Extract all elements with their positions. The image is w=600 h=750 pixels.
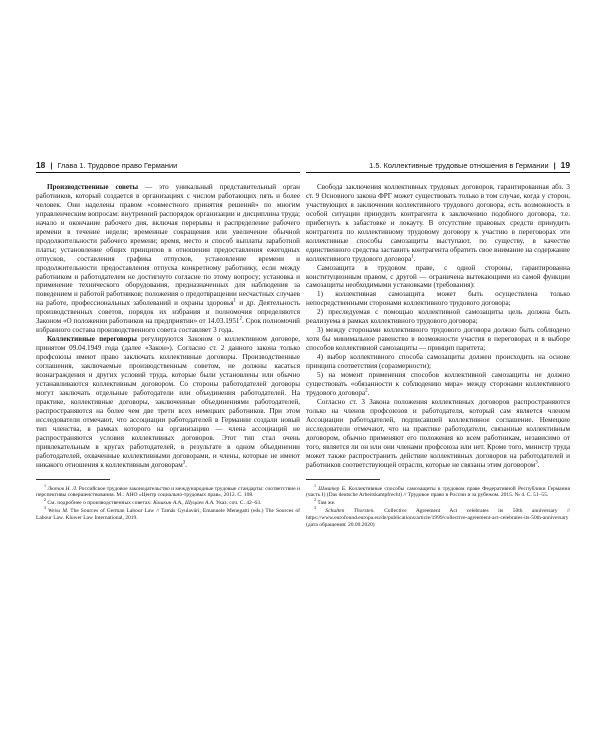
list-item: 3) между сторонами коллективного трудового договора должно быть соблюдено хотя бы минимальное равенство в возможности участия в переговорах и в выборе способов коллективной самозащиты — принцип паритета;	[306, 326, 570, 353]
footnote: $^3$ Weiss M. The Sources of German Labour Law // Tamás Gyulavári, Emanuele Menegatti (eds.) The Sources of Labour Law. Kluwer Law International, 2019.	[36, 505, 300, 522]
footnote-ref: 1	[233, 299, 237, 305]
left-page-number: 18	[36, 160, 46, 170]
right-running-header	[306, 158, 570, 173]
footnote: $^3$ Schulten Thorsten. Collective Agreement Act celebrates its 50th anniversary // https://www.eurofound.europa.eu/de/publications/article/1999/collective-agreement-act-celebrates-its-50th-anniversary (дата обращения: 20.09.2020)	[306, 505, 571, 528]
footnote-ref: 3	[535, 460, 538, 466]
footnote-ref: 2	[365, 388, 368, 394]
right-footnotes	[306, 482, 571, 529]
list-item: 5) на момент применения способов коллективной самозащиты не должно существовать «обязанности к соблюдению мира» между сторонами коллективного трудового договора$^2$.	[306, 371, 570, 397]
right-body-text	[306, 183, 570, 470]
footnote-divider	[36, 479, 110, 480]
list-item: 2) преследуемая с помощью коллективной самозащиты цель должна быть реализуема в рамках коллективного трудового договора;	[306, 308, 570, 326]
list-item: 4) выбор коллективного способа самозащиты должен происходить на основе принципа соответствия (соразмерности);	[306, 353, 570, 371]
footnote: $^1$ Шмитер Б. Коллективные способы самозащиты в трудовом праве Федеративной Республики Германия (часть I) (Das deutsche Arbeitskampfrecht) // Трудовое право в России и за рубежом. 2015. № 4. С. 51–55.	[306, 482, 570, 499]
list-item: 1) коллективная самозащита может быть осуществлена только непосредственными сторонами коллективного трудового договора;	[306, 290, 570, 308]
left-header-title: Глава 1. Трудовое право Германии	[57, 160, 178, 170]
header-separator: |	[50, 160, 53, 170]
footnote-divider	[306, 479, 380, 480]
paragraph: Свобода заключения коллективных трудовых договоров, гарантированная абз. 3 ст. 9 Основного закона ФРГ может существовать только в том случае, когда у сторон, участвующих в заключении коллективного трудового договора, есть возможность в особой ситуации принудить контрагента к заключению подобного договора, т.е. прибегнуть к забастовке и локауту. В отсутствие правовых средств принудить контрагента по коллективному трудовому договору к участию в переговорах эти коллективные способы самозащиты выступают, по существу, в качестве единственного средства заставить контрагента обратить свое внимание на содержание коллективного трудового договора$^1$.	[306, 183, 570, 263]
left-body-text	[36, 183, 300, 470]
paragraph-works-councils: Производственные советы — это уникальный представительный орган работников, который создается в организациях с числом работающих пять и более человек. Они наделены правом «совместного принятия решений» по многим управленческим вопросам: внутренний распорядок организации и дисциплина труда; начало и окончание рабочего дня, включая перерывы и распределение рабочего времени в течение недели; временные сокращения или увеличение обычной продолжительности рабочего времени; время, место и способ выплаты заработной платы; установление общих принципов в отношении предоставления ежегодных отпусков, составления графика отпусков, установление времени и продолжительности предоставления отпуска конкретному работнику, если между работником и работодателем не достигнуто согласие по этому вопросу; установка и применение технического оборудования, предназначенных для наблюдения за поведением и работой работников; положения о предотвращении несчастных случаев на работе, профессиональных заболеваний и охраны здоровья$^1$ и др. Деятельность производственных советов, порядок их избрания и полномочия определяются Законом «О положении работников на предприятии» от 14.03.1951$^2$. Срок полномочий избранного состава производственного совета составляет 3 года.	[36, 183, 300, 335]
right-header-title: 1.5. Коллективные трудовые отношения в Германии	[369, 160, 549, 170]
paragraph-collective-bargaining: Коллективные переговоры регулируются Законом о коллективном договоре, принятом 09.04.1949 года (далее «Закон»). Согласно ст. 2 данного закона только профсоюзы имеют право заключать коллективные договоры. Производственные соглашения, заключаемые производственным советом, не должны касаться вознаграждения и других условий труда, которые были установлены или обычно устанавливаются коллективным договором. Со стороны работодателей договоры могут заключать отдельные работодатели или объединения работодателей. На практике, коллективные договоры, заключенные объединениями работодателей, распространяются на более чем две трети всех немецких работников. При этом исследователи отмечают, что ассоциации работодателей в Германии создали новый тип членства, в рамках которого на организацию — члена ассоциаций не распространяются условия коллективных договоров. Этот тип стал очень привлекательным в кругах работодателей, в результате в одном объединении работодателей, охваченные коллективными договорами, и члены, которые не имеют никакого отношения к коллективным договорам$^3$.	[36, 335, 301, 469]
left-page	[36, 158, 300, 523]
footnote: $^2$ Там же.	[314, 497, 336, 507]
right-page-number: 19	[560, 160, 570, 170]
paragraph: Самозащита в трудовом праве, с одной стороны, гарантированна конституционным правом, с другой — ограничена вытекающими из самой функции самозащиты необходимыми установками (требования):	[306, 263, 570, 290]
footnote: $^2$ См. подробнее о производственных советах: Кошкин А.А., Шуцаев А.А. Указ. соч. С. 42–63.	[44, 497, 262, 507]
footnote-ref: 1	[411, 254, 414, 260]
footnote: $^1$ Лютов Н. Л. Российское трудовое законодательство и международные трудовые стандарты: соответствие и перспективы совершенствования. М.: АНО «Центр социально-трудовых прав», 2012. С. 108.	[36, 482, 300, 499]
footnote-ref: 2	[239, 316, 242, 322]
term-works-councils: Производственные советы	[47, 183, 139, 191]
left-footnotes	[36, 482, 300, 522]
paragraph: Согласно ст. 3 Закона положения коллективных договоров распространяются только на членов профсоюзов и работодателя, который сам является членом Ассоциации работодателей, подписавшей коллективное соглашение. Немецкие исследователи отмечают, что на практике работодатели, связанные коллективным договором, обычно применяют его положения ко всем работникам, независимо от того, является ли он или они членами профсоюза или нет. Кроме того, министр труда может также распространить действие коллективных договоров на работодателей и работников соответствующей отрасли, которые не связаны этим договором$^3$.	[306, 397, 570, 469]
left-running-header	[36, 158, 300, 173]
footnote-ref: 3	[182, 460, 186, 466]
right-page	[306, 158, 570, 530]
term-collective-bargaining: Коллективные переговоры	[47, 335, 137, 344]
header-separator: |	[553, 160, 556, 170]
